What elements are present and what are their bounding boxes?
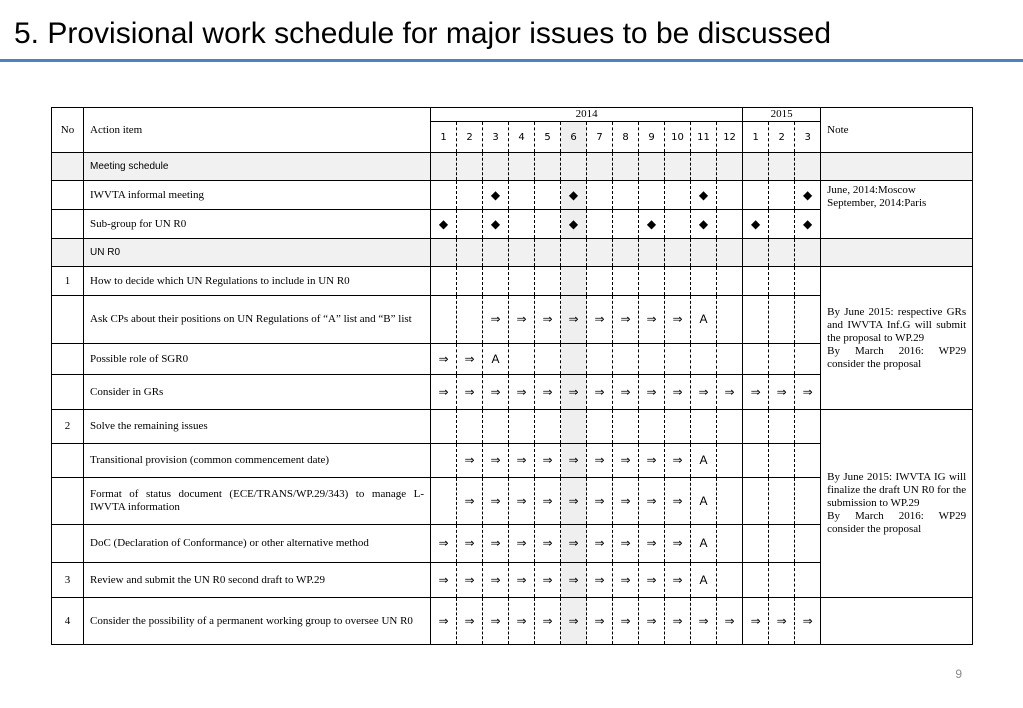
schedule-cell: [639, 181, 665, 210]
adoption-mark: A: [691, 444, 717, 478]
schedule-cell: [431, 153, 457, 181]
header-year-2014: 2014: [431, 108, 743, 122]
schedule-cell: [769, 478, 795, 525]
header-month: 5: [535, 122, 561, 153]
progress-arrow: ⇒: [639, 296, 665, 344]
schedule-cell: [561, 344, 587, 375]
schedule-cell: [743, 444, 769, 478]
action-item-label: IWVTA informal meeting: [84, 181, 431, 210]
schedule-cell: [457, 410, 483, 444]
progress-arrow: ⇒: [613, 296, 639, 344]
header-year-2015: 2015: [743, 108, 821, 122]
milestone-diamond: ◆: [483, 210, 509, 239]
table-row: [52, 181, 973, 210]
progress-arrow: ⇒: [535, 525, 561, 563]
progress-arrow: ⇒: [561, 563, 587, 598]
progress-arrow: ⇒: [665, 563, 691, 598]
progress-arrow: ⇒: [535, 444, 561, 478]
schedule-cell: [587, 153, 613, 181]
schedule-cell: [717, 210, 743, 239]
row-number: [52, 210, 84, 239]
schedule-cell: [691, 267, 717, 296]
adoption-mark: A: [691, 296, 717, 344]
schedule-cell: [769, 210, 795, 239]
schedule-cell: [509, 153, 535, 181]
header-month: 1: [431, 122, 457, 153]
progress-arrow: ⇒: [665, 478, 691, 525]
progress-arrow: ⇒: [613, 478, 639, 525]
progress-arrow: ⇒: [431, 563, 457, 598]
progress-arrow: ⇒: [639, 478, 665, 525]
schedule-cell: [665, 410, 691, 444]
page-title: 5. Provisional work schedule for major issues to be discussed: [14, 17, 832, 50]
progress-arrow: ⇒: [457, 563, 483, 598]
action-item-label: Consider the possibility of a permanent working group to oversee UN R0: [84, 598, 431, 645]
row-number: [52, 181, 84, 210]
progress-arrow: ⇒: [587, 375, 613, 410]
action-item-label: Solve the remaining issues: [84, 410, 431, 444]
action-item-label: Sub-group for UN R0: [84, 210, 431, 239]
schedule-cell: [795, 410, 821, 444]
progress-arrow: ⇒: [665, 444, 691, 478]
schedule-cell: [665, 181, 691, 210]
schedule-cell: [613, 239, 639, 267]
progress-arrow: ⇒: [561, 598, 587, 645]
progress-arrow: ⇒: [743, 375, 769, 410]
schedule-cell: [743, 239, 769, 267]
page-number: 9: [955, 667, 962, 681]
row-number: 2: [52, 410, 84, 444]
progress-arrow: ⇒: [561, 525, 587, 563]
row-number: [52, 239, 84, 267]
schedule-cell: [769, 410, 795, 444]
header-month: 10: [665, 122, 691, 153]
schedule-cell: [431, 296, 457, 344]
milestone-diamond: ◆: [431, 210, 457, 239]
row-number: [52, 344, 84, 375]
progress-arrow: ⇒: [535, 478, 561, 525]
schedule-cell: [509, 210, 535, 239]
milestone-diamond: ◆: [691, 210, 717, 239]
header-month: 3: [795, 122, 821, 153]
progress-arrow: ⇒: [795, 375, 821, 410]
action-item-label: How to decide which UN Regulations to include in UN R0: [84, 267, 431, 296]
schedule-cell: [535, 181, 561, 210]
progress-arrow: ⇒: [431, 375, 457, 410]
progress-arrow: ⇒: [613, 444, 639, 478]
header-row-years: [52, 108, 973, 122]
progress-arrow: ⇒: [561, 375, 587, 410]
schedule-cell: [769, 563, 795, 598]
schedule-cell: [509, 410, 535, 444]
milestone-diamond: ◆: [691, 181, 717, 210]
milestone-diamond: ◆: [483, 181, 509, 210]
header-no: No: [52, 108, 84, 153]
schedule-cell: [587, 267, 613, 296]
progress-arrow: ⇒: [587, 525, 613, 563]
schedule-cell: [587, 239, 613, 267]
progress-arrow: ⇒: [509, 563, 535, 598]
schedule-cell: [457, 239, 483, 267]
progress-arrow: ⇒: [457, 525, 483, 563]
schedule-cell: [535, 410, 561, 444]
progress-arrow: ⇒: [587, 598, 613, 645]
adoption-mark: A: [691, 525, 717, 563]
section-row: [52, 239, 973, 267]
progress-arrow: ⇒: [639, 563, 665, 598]
schedule-cell: [691, 344, 717, 375]
progress-arrow: ⇒: [665, 296, 691, 344]
schedule-cell: [561, 267, 587, 296]
schedule-cell: [613, 344, 639, 375]
row-number: 3: [52, 563, 84, 598]
schedule-cell: [743, 478, 769, 525]
row-number: 1: [52, 267, 84, 296]
progress-arrow: ⇒: [587, 478, 613, 525]
schedule-cell: [613, 210, 639, 239]
note-cell: [821, 239, 973, 267]
note-cell: June, 2014:Moscow September, 2014:Paris: [821, 181, 973, 239]
schedule-cell: [743, 410, 769, 444]
schedule-cell: [717, 181, 743, 210]
schedule-cell: [613, 410, 639, 444]
schedule-cell: [769, 296, 795, 344]
section-label: UN R0: [84, 239, 431, 267]
progress-arrow: ⇒: [665, 525, 691, 563]
progress-arrow: ⇒: [717, 598, 743, 645]
section-row: [52, 153, 973, 181]
progress-arrow: ⇒: [457, 598, 483, 645]
note-cell: By June 2015: IWVTA IG will finalize the draft UN R0 for the submission to WP.29 By March 2016: WP29 consider the proposal: [821, 410, 973, 598]
progress-arrow: ⇒: [457, 344, 483, 375]
schedule-cell: [795, 239, 821, 267]
row-number: [52, 478, 84, 525]
schedule-cell: [509, 181, 535, 210]
progress-arrow: ⇒: [613, 598, 639, 645]
schedule-cell: [509, 344, 535, 375]
schedule-cell: [431, 478, 457, 525]
schedule-cell: [483, 239, 509, 267]
schedule-cell: [795, 344, 821, 375]
row-number: 4: [52, 598, 84, 645]
header-month: 6: [561, 122, 587, 153]
schedule-cell: [769, 525, 795, 563]
schedule-cell: [587, 344, 613, 375]
schedule-cell: [795, 444, 821, 478]
progress-arrow: ⇒: [483, 563, 509, 598]
progress-arrow: ⇒: [535, 375, 561, 410]
adoption-mark: A: [691, 478, 717, 525]
schedule-cell: [743, 296, 769, 344]
schedule-cell: [665, 344, 691, 375]
row-number: [52, 375, 84, 410]
schedule-cell: [535, 344, 561, 375]
schedule-cell: [743, 153, 769, 181]
schedule-cell: [665, 267, 691, 296]
schedule-cell: [795, 478, 821, 525]
row-number: [52, 153, 84, 181]
progress-arrow: ⇒: [483, 375, 509, 410]
schedule-cell: [795, 267, 821, 296]
progress-arrow: ⇒: [613, 525, 639, 563]
progress-arrow: ⇒: [665, 375, 691, 410]
progress-arrow: ⇒: [665, 598, 691, 645]
progress-arrow: ⇒: [483, 598, 509, 645]
schedule-cell: [743, 344, 769, 375]
schedule-cell: [431, 181, 457, 210]
schedule-cell: [457, 296, 483, 344]
schedule-cell: [717, 153, 743, 181]
schedule-cell: [717, 344, 743, 375]
row-number: [52, 296, 84, 344]
schedule-cell: [587, 181, 613, 210]
schedule-cell: [613, 181, 639, 210]
schedule-cell: [639, 410, 665, 444]
schedule-cell: [795, 563, 821, 598]
schedule-cell: [769, 181, 795, 210]
header-month: 9: [639, 122, 665, 153]
table-row: [52, 267, 973, 296]
schedule-cell: [691, 153, 717, 181]
schedule-cell: [743, 181, 769, 210]
schedule-cell: [535, 239, 561, 267]
header-month: 4: [509, 122, 535, 153]
schedule-cell: [717, 444, 743, 478]
schedule-cell: [743, 267, 769, 296]
schedule-cell: [457, 153, 483, 181]
adoption-mark: A: [691, 563, 717, 598]
progress-arrow: ⇒: [483, 525, 509, 563]
table-row: [52, 598, 973, 645]
row-number: [52, 525, 84, 563]
progress-arrow: ⇒: [639, 525, 665, 563]
schedule-cell: [691, 410, 717, 444]
schedule-cell: [457, 267, 483, 296]
progress-arrow: ⇒: [431, 598, 457, 645]
row-number: [52, 444, 84, 478]
progress-arrow: ⇒: [613, 563, 639, 598]
progress-arrow: ⇒: [457, 375, 483, 410]
schedule-cell: [665, 153, 691, 181]
action-item-label: Transitional provision (common commencement date): [84, 444, 431, 478]
progress-arrow: ⇒: [483, 444, 509, 478]
schedule-cell: [769, 267, 795, 296]
header-month: 11: [691, 122, 717, 153]
progress-arrow: ⇒: [509, 444, 535, 478]
progress-arrow: ⇒: [457, 478, 483, 525]
header-note: Note: [821, 108, 973, 153]
schedule-cell: [561, 239, 587, 267]
adoption-mark: A: [483, 344, 509, 375]
progress-arrow: ⇒: [639, 444, 665, 478]
schedule-cell: [717, 267, 743, 296]
progress-arrow: ⇒: [769, 598, 795, 645]
progress-arrow: ⇒: [587, 563, 613, 598]
progress-arrow: ⇒: [561, 444, 587, 478]
progress-arrow: ⇒: [483, 478, 509, 525]
header-action-item: Action item: [84, 108, 431, 153]
milestone-diamond: ◆: [795, 210, 821, 239]
note-cell: By June 2015: respective GRs and IWVTA Inf.G will submit the proposal to WP.29 By March 2016: WP29 consider the proposal: [821, 267, 973, 410]
schedule-cell: [665, 239, 691, 267]
schedule-cell: [717, 478, 743, 525]
schedule-cell: [509, 239, 535, 267]
schedule-cell: [717, 525, 743, 563]
schedule-cell: [691, 239, 717, 267]
header-month: 2: [457, 122, 483, 153]
schedule-cell: [561, 410, 587, 444]
schedule-cell: [639, 239, 665, 267]
progress-arrow: ⇒: [509, 296, 535, 344]
schedule-cell: [431, 410, 457, 444]
note-cell: [821, 598, 973, 645]
schedule-cell: [795, 153, 821, 181]
schedule-cell: [483, 153, 509, 181]
schedule-cell: [769, 444, 795, 478]
progress-arrow: ⇒: [483, 296, 509, 344]
progress-arrow: ⇒: [535, 296, 561, 344]
milestone-diamond: ◆: [743, 210, 769, 239]
progress-arrow: ⇒: [769, 375, 795, 410]
schedule-cell: [457, 181, 483, 210]
schedule-cell: [717, 563, 743, 598]
schedule-cell: [717, 296, 743, 344]
progress-arrow: ⇒: [717, 375, 743, 410]
schedule-cell: [769, 239, 795, 267]
progress-arrow: ⇒: [639, 375, 665, 410]
schedule-cell: [457, 210, 483, 239]
schedule-cell: [535, 267, 561, 296]
section-label: Meeting schedule: [84, 153, 431, 181]
schedule-cell: [743, 563, 769, 598]
progress-arrow: ⇒: [431, 525, 457, 563]
progress-arrow: ⇒: [457, 444, 483, 478]
schedule-cell: [769, 344, 795, 375]
schedule-cell: [613, 267, 639, 296]
header-month: 1: [743, 122, 769, 153]
action-item-label: Format of status document (ECE/TRANS/WP.29/343) to manage L-IWVTA information: [84, 478, 431, 525]
table-row: [52, 410, 973, 444]
progress-arrow: ⇒: [431, 344, 457, 375]
schedule-cell: [639, 153, 665, 181]
progress-arrow: ⇒: [587, 444, 613, 478]
progress-arrow: ⇒: [795, 598, 821, 645]
schedule-cell: [483, 410, 509, 444]
action-item-label: Review and submit the UN R0 second draft to WP.29: [84, 563, 431, 598]
schedule-cell: [587, 210, 613, 239]
schedule-cell: [509, 267, 535, 296]
action-item-label: Possible role of SGR0: [84, 344, 431, 375]
header-month: 12: [717, 122, 743, 153]
progress-arrow: ⇒: [509, 375, 535, 410]
schedule-table: [51, 107, 973, 645]
schedule-cell: [795, 525, 821, 563]
schedule-cell: [431, 239, 457, 267]
schedule-cell: [717, 410, 743, 444]
progress-arrow: ⇒: [587, 296, 613, 344]
schedule-cell: [483, 267, 509, 296]
progress-arrow: ⇒: [509, 525, 535, 563]
title-underline: [0, 59, 1023, 62]
progress-arrow: ⇒: [561, 478, 587, 525]
action-item-label: DoC (Declaration of Conformance) or other alternative method: [84, 525, 431, 563]
action-item-label: Consider in GRs: [84, 375, 431, 410]
schedule-cell: [639, 267, 665, 296]
milestone-diamond: ◆: [639, 210, 665, 239]
schedule-cell: [431, 267, 457, 296]
schedule-cell: [639, 344, 665, 375]
milestone-diamond: ◆: [561, 210, 587, 239]
schedule-cell: [613, 153, 639, 181]
progress-arrow: ⇒: [691, 598, 717, 645]
progress-arrow: ⇒: [535, 563, 561, 598]
progress-arrow: ⇒: [561, 296, 587, 344]
schedule-cell: [769, 153, 795, 181]
progress-arrow: ⇒: [535, 598, 561, 645]
schedule-cell: [717, 239, 743, 267]
schedule-cell: [587, 410, 613, 444]
schedule-cell: [795, 296, 821, 344]
schedule-cell: [561, 153, 587, 181]
milestone-diamond: ◆: [561, 181, 587, 210]
schedule-cell: [535, 153, 561, 181]
progress-arrow: ⇒: [639, 598, 665, 645]
milestone-diamond: ◆: [795, 181, 821, 210]
progress-arrow: ⇒: [691, 375, 717, 410]
schedule-cell: [535, 210, 561, 239]
schedule-cell: [743, 525, 769, 563]
header-month: 7: [587, 122, 613, 153]
note-cell: [821, 153, 973, 181]
progress-arrow: ⇒: [509, 478, 535, 525]
action-item-label: Ask CPs about their positions on UN Regulations of “A” list and “B” list: [84, 296, 431, 344]
progress-arrow: ⇒: [613, 375, 639, 410]
progress-arrow: ⇒: [509, 598, 535, 645]
progress-arrow: ⇒: [743, 598, 769, 645]
schedule-cell: [431, 444, 457, 478]
schedule-cell: [665, 210, 691, 239]
header-month: 3: [483, 122, 509, 153]
header-month: 2: [769, 122, 795, 153]
header-month: 8: [613, 122, 639, 153]
